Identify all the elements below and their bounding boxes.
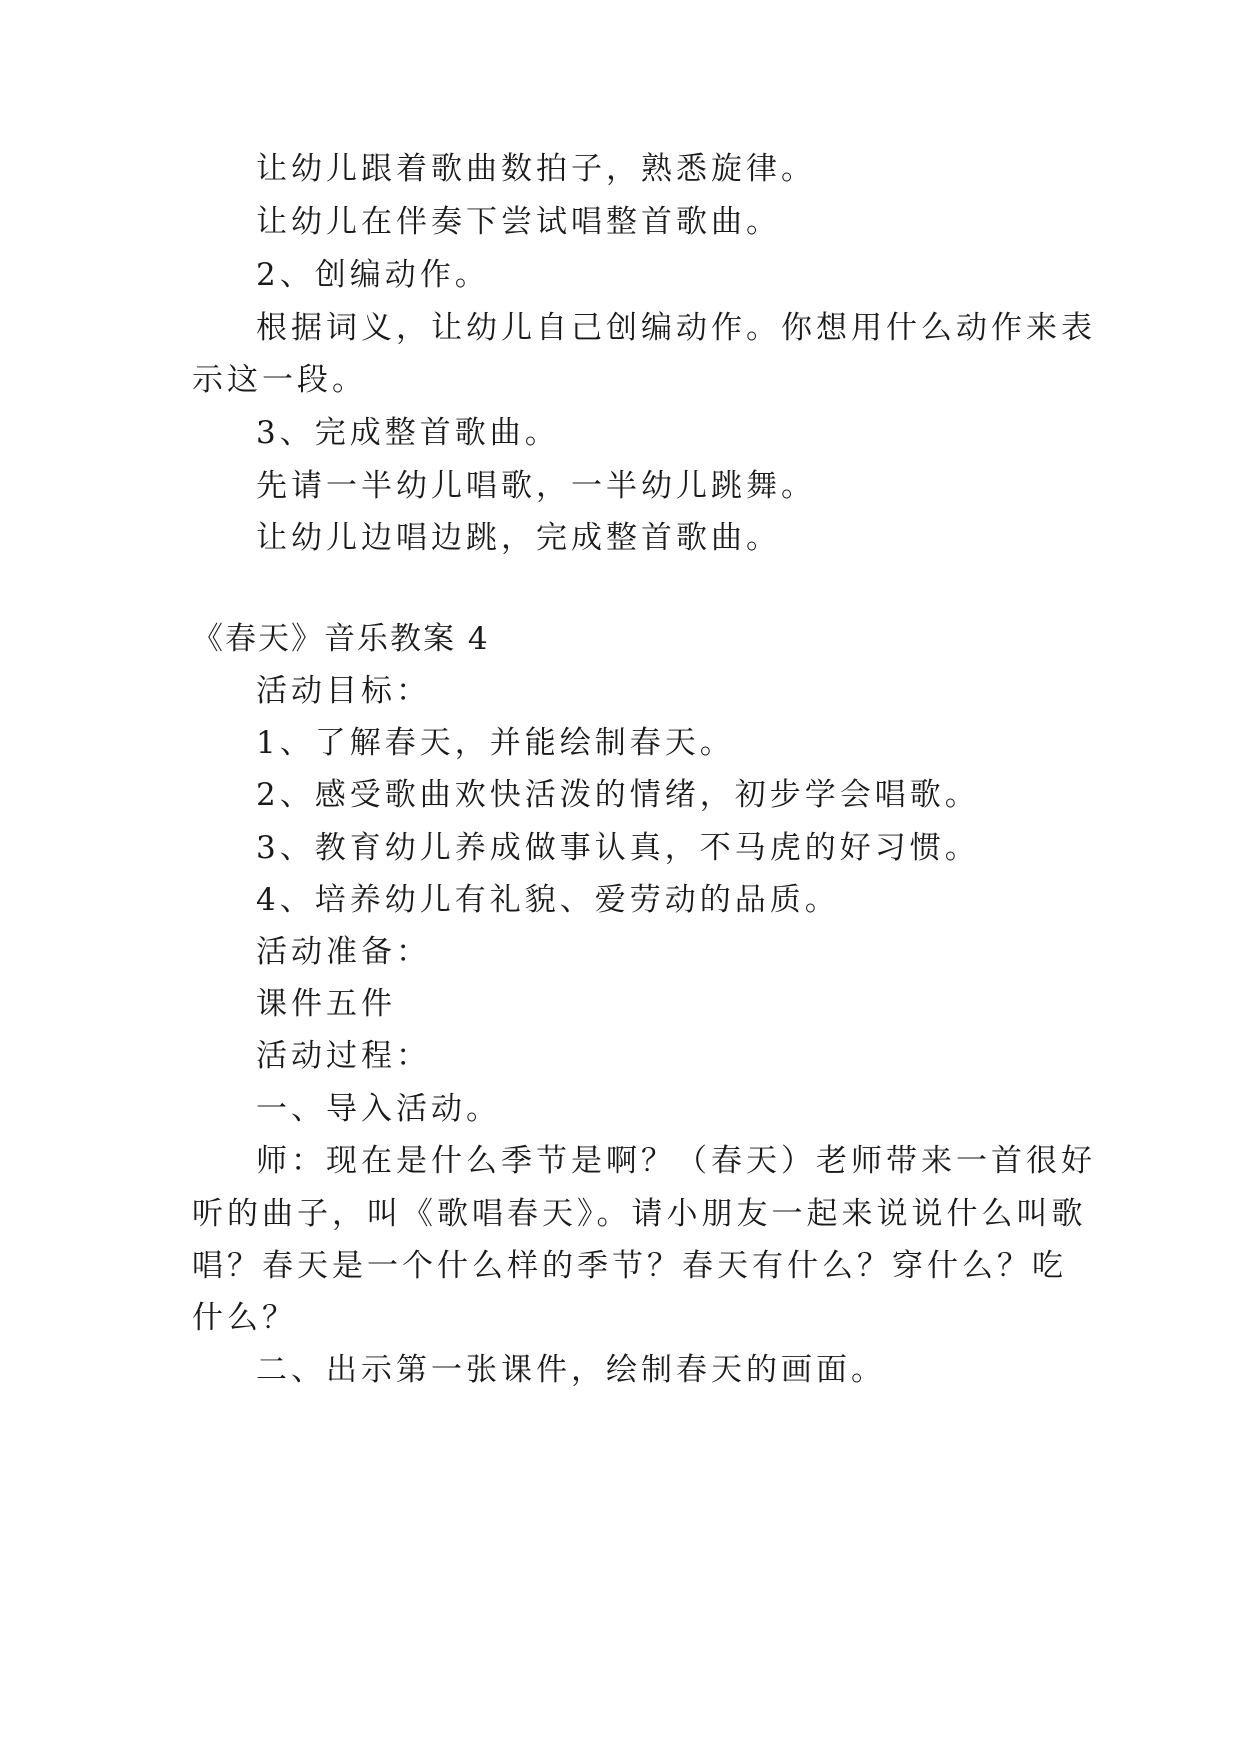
section-title: 《春天》音乐教案 4 xyxy=(192,621,490,657)
paragraph-continuation: 什么？ xyxy=(192,1300,297,1336)
paragraph: 3、完成整首歌曲。 xyxy=(256,415,560,451)
paragraph: 二、出示第一张课件，绘制春天的画面。 xyxy=(256,1352,886,1388)
paragraph: 4、培养幼儿有礼貌、爱劳动的品质。 xyxy=(256,882,840,918)
paragraph: 2、创编动作。 xyxy=(256,257,490,293)
paragraph: 让幼儿跟着歌曲数拍子，熟悉旋律。 xyxy=(256,151,816,187)
paragraph: 让幼儿边唱边跳，完成整首歌曲。 xyxy=(256,520,781,556)
paragraph: 活动过程： xyxy=(256,1038,431,1074)
paragraph-continuation: 唱？春天是一个什么样的季节？春天有什么？穿什么？吃 xyxy=(192,1248,1067,1284)
paragraph: 2、感受歌曲欢快活泼的情绪，初步学会唱歌。 xyxy=(256,777,980,813)
paragraph: 根据词义，让幼儿自己创编动作。你想用什么动作来表 xyxy=(256,310,1096,346)
paragraph: 活动准备： xyxy=(256,934,431,970)
paragraph: 1、了解春天，并能绘制春天。 xyxy=(256,725,735,761)
paragraph: 课件五件 xyxy=(256,986,396,1022)
paragraph: 活动目标： xyxy=(256,673,431,709)
paragraph-continuation: 示这一段。 xyxy=(192,362,367,398)
paragraph: 一、导入活动。 xyxy=(256,1091,501,1127)
paragraph: 师：现在是什么季节是啊？（春天）老师带来一首很好 xyxy=(256,1143,1096,1179)
paragraph-continuation: 听的曲子，叫《歌唱春天》。请小朋友一起来说说什么叫歌 xyxy=(192,1196,1087,1232)
paragraph: 3、教育幼儿养成做事认真，不马虎的好习惯。 xyxy=(256,830,980,866)
paragraph: 先请一半幼儿唱歌，一半幼儿跳舞。 xyxy=(256,468,816,504)
paragraph: 让幼儿在伴奏下尝试唱整首歌曲。 xyxy=(256,204,781,240)
